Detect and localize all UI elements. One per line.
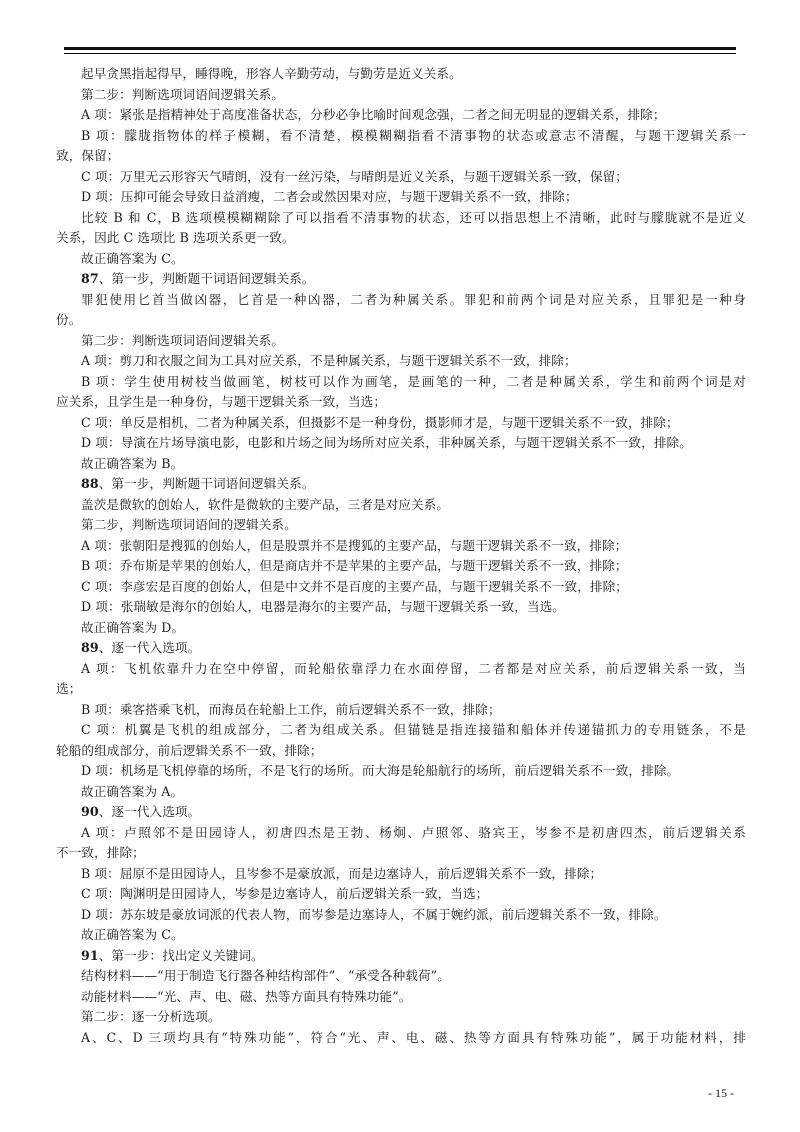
line-text: C 项：陶渊明是田园诗人，岑参是边塞诗人，前后逻辑关系一致，当选；	[81, 886, 489, 901]
line-text: 故正确答案为 C。	[81, 927, 184, 942]
line-text: 关系，因此 C 选项比 B 选项关系更一致。	[56, 230, 295, 245]
text-line	[56, 987, 746, 1008]
line-text: 故正确答案为 B。	[81, 455, 184, 471]
question-heading	[56, 802, 746, 823]
line-text: A 项：飞机依靠升力在空中停留，而轮船依靠浮力在水面停留，二者都是对应关系，前后逻辑关系一致，当	[81, 660, 746, 676]
text-line	[56, 331, 746, 352]
question-heading	[56, 638, 746, 659]
line-text: B 项：屈原不是田园诗人，且岑参不是豪放派，而是边塞诗人，前后逻辑关系不一致，排除；	[81, 865, 603, 881]
line-text: 份。	[56, 312, 82, 327]
text-line	[56, 843, 746, 864]
line-text: C 项：机翼是飞机的组成部分，二者为组成关系。但锚链是指连接锚和船体并传递锚抓力的专用链条，不是	[81, 722, 746, 737]
text-line	[56, 454, 746, 475]
line-text: 盖茨是微软的创始人，软件是微软的主要产品，三者是对应关系。	[81, 496, 450, 512]
text-line	[56, 228, 746, 249]
line-text: 致，保留；	[56, 148, 120, 163]
line-text: D 项：苏东坡是豪放词派的代表人物，而岑参是边塞诗人，不属于婉约派，前后逻辑关系不一致，排除。	[81, 906, 667, 922]
text-line	[56, 536, 746, 557]
text-line	[56, 925, 746, 946]
question-number: 90	[81, 804, 99, 819]
text-line	[56, 1028, 746, 1049]
line-text: A 项：卢照邻不是田园诗人，初唐四杰是王勃、杨炯、卢照邻、骆宾王，岑参不是初唐四杰，前后逻辑关系	[81, 824, 746, 840]
text-line	[56, 556, 746, 577]
line-text: 罪犯使用匕首当做凶器，匕首是一种凶器，二者为种属关系。罪犯和前两个词是对应关系，且罪犯是一种身	[81, 291, 746, 307]
text-line	[56, 249, 746, 270]
text-line	[56, 1007, 746, 1028]
line-text: C 项：单反是相机，二者为种属关系，但摄影不是一种身份，摄影师才是，与题干逻辑关系不一致，排除；	[81, 414, 679, 430]
text-line	[56, 126, 746, 147]
line-text: 起早贪黑指起得早，睡得晚，形容人辛勤劳动，与勤劳是近义关系。	[81, 66, 462, 81]
text-line	[56, 700, 746, 721]
text-line	[56, 433, 746, 454]
line-text: 故正确答案为 D。	[81, 619, 185, 635]
text-line	[56, 864, 746, 885]
line-text: D 项：机场是飞机停靠的场所，不是飞行的场所。而大海是轮船航行的场所，前后逻辑关系不一致，排除。	[81, 763, 680, 778]
text-line	[56, 782, 746, 803]
text-line	[56, 659, 746, 680]
line-text: 轮船的组成部分，前后逻辑关系不一致，排除；	[56, 742, 323, 758]
document-body	[56, 64, 746, 1048]
header-rule-thick	[64, 47, 736, 50]
line-text: 应关系，且学生是一种身份，与题干逻辑关系一致，当选；	[56, 394, 387, 409]
text-line	[56, 966, 746, 987]
text-line	[56, 495, 746, 516]
question-heading	[56, 474, 746, 495]
line-text: 、逐一代入选项。	[98, 804, 201, 819]
line-text: 结构材料——“用于制造飞行器各种结构部件”、“承受各种载荷”。	[81, 968, 450, 983]
text-line	[56, 884, 746, 905]
text-line	[56, 577, 746, 598]
line-text: D 项：压抑可能会导致日益消瘦，二者会或然因果对应，与题干逻辑关系不一致，排除；	[81, 189, 578, 204]
text-line	[56, 85, 746, 106]
question-heading	[56, 946, 746, 967]
question-number: 87	[81, 271, 99, 286]
line-text: D 项：张瑞敏是海尔的创始人，电器是海尔的主要产品，与题干逻辑关系一致，当选。	[81, 599, 565, 614]
text-line	[56, 413, 746, 434]
question-number: 88	[81, 476, 99, 491]
text-line	[56, 208, 746, 229]
line-text: 第二步：判断选项词语间逻辑关系。	[81, 332, 285, 348]
line-text: A 项：张朝阳是搜狐的创始人，但是股票并不是搜狐的主要产品，与题干逻辑关系不一致，排除；	[81, 537, 628, 553]
line-text: B 项：朦胧指物体的样子模糊，看不清楚，模模糊糊指看不清事物的状态或意志不清醒，与题干逻辑关系一	[81, 127, 746, 143]
line-text: B 项：乔布斯是苹果的创始人，但是商店并不是苹果的主要产品，与题干逻辑关系不一致，排除；	[81, 558, 628, 573]
line-text: 故正确答案为 A。	[81, 783, 184, 799]
line-text: 、第一步，判断题干词语间逻辑关系。	[98, 476, 315, 491]
header-rule-thin	[64, 53, 736, 54]
text-line	[56, 64, 746, 85]
line-text: 不一致，排除；	[56, 845, 145, 860]
line-text: C 项：万里无云形容天气晴朗，没有一丝污染，与晴朗是近义关系，与题干逻辑关系一致，保留；	[81, 168, 628, 184]
text-line	[56, 392, 746, 413]
text-line	[56, 372, 746, 393]
text-line	[56, 105, 746, 126]
line-text: B 项：学生使用树枝当做画笔，树枝可以作为画笔，是画笔的一种，二者是种属关系，学生和前两个词是对	[81, 373, 746, 389]
text-line	[56, 167, 746, 188]
line-text: 动能材料——“光、声、电、磁、热等方面具有特殊功能”。	[81, 988, 412, 1004]
line-text: 第二步：判断选项词语间逻辑关系。	[81, 86, 285, 102]
line-text: 、逐一代入选项。	[98, 640, 201, 655]
line-text: 第二步，判断选项词语间的逻辑关系。	[81, 517, 297, 532]
text-line	[56, 351, 746, 372]
line-text: 故正确答案为 C。	[81, 250, 184, 266]
text-line	[56, 679, 746, 700]
line-text: B 项：乘客搭乘飞机，而海员在轮船上工作，前后逻辑关系不一致，排除；	[81, 701, 501, 717]
question-number: 89	[81, 640, 99, 655]
text-line	[56, 146, 746, 167]
line-text: 、第一步：找出定义关键词。	[98, 947, 264, 963]
text-line	[56, 823, 746, 844]
line-text: D 项：导演在片场导演电影，电影和片场之间为场所对应关系，非种属关系，与题干逻辑关系不一致，排除。	[81, 435, 692, 450]
line-text: C 项：李彦宏是百度的创始人，但是中文并不是百度的主要产品，与题干逻辑关系不一致，排除；	[81, 578, 628, 594]
text-line	[56, 290, 746, 311]
line-text: 比较 B 和 C，B 选项模模糊糊除了可以指看不清事物的状态，还可以指思想上不清晰，此时与朦胧就不是近义	[81, 209, 746, 225]
text-line	[56, 761, 746, 782]
text-line	[56, 618, 746, 639]
line-text: 选；	[56, 681, 82, 696]
line-text: A 项：紧张是指精神处于高度准备状态，分秒必争比喻时间观念强，二者之间无明显的逻辑关系，排除；	[81, 107, 666, 122]
line-text: 、第一步，判断题干词语间逻辑关系。	[98, 271, 315, 286]
text-line	[56, 741, 746, 762]
text-line	[56, 310, 746, 331]
text-line	[56, 187, 746, 208]
page-number: - 15 -	[708, 1086, 734, 1100]
text-line	[56, 720, 746, 741]
line-text: A 项：剪刀和衣服之间为工具对应关系，不是种属关系，与题干逻辑关系不一致，排除；	[81, 353, 577, 368]
question-heading	[56, 269, 746, 290]
text-line	[56, 597, 746, 618]
text-line	[56, 905, 746, 926]
question-number: 91	[81, 947, 99, 963]
line-text: 第二步：逐一分析选项。	[81, 1009, 221, 1024]
line-text: A、C、D 三项均具有“特殊功能”，符合“光、声、电、磁、热等方面具有特殊功能”，属于功能材料，排	[81, 1029, 746, 1045]
text-line	[56, 515, 746, 536]
